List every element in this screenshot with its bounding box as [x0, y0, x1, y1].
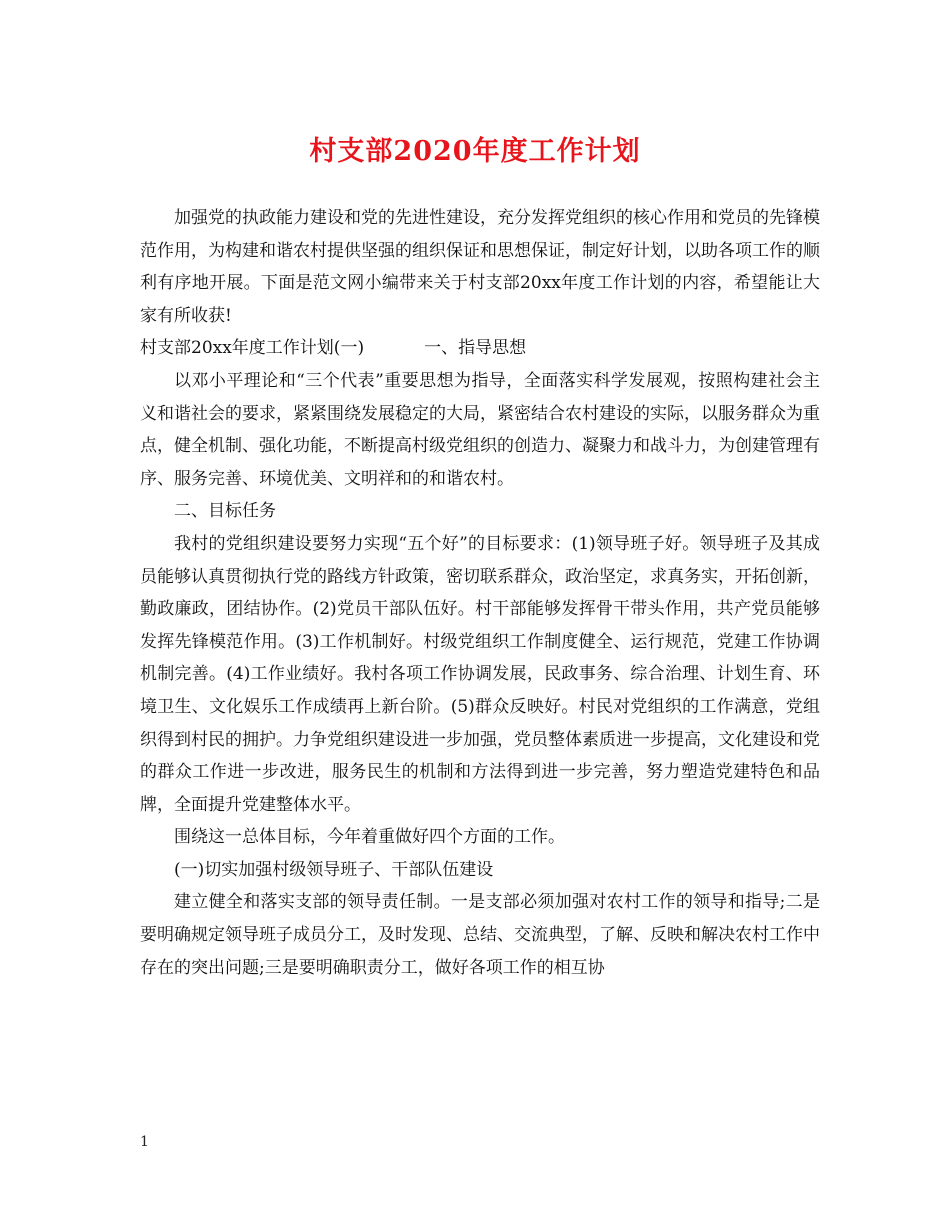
subtitle-line	[140, 332, 820, 365]
document-body	[140, 202, 820, 984]
section2-summary: 围绕这一总体目标，今年着重做好四个方面的工作。	[174, 827, 565, 848]
subsection1-paragraph: 建立健全和落实支部的领导责任制。一是支部必须加强对农村工作的领导和指导;二是要明确规定领导班子成员分工，及时发现、总结、交流典型，了解、反映和解决农村工作中存在的突出问题;三是要明确职责分工，做好各项工作的相互协	[140, 892, 820, 978]
section1-paragraph: 以邓小平理论和“三个代表”重要思想为指导，全面落实科学发展观，按照构建社会主义和谐社会的要求，紧紧围绕发展稳定的大局，紧密结合农村建设的实际，以服务群众为重点，健全机制、强化功能，不断提高村级党组织的创造力、凝聚力和战斗力，为创建管理有序、服务完善、环境优美、文明祥和的和谐农村。	[140, 370, 820, 489]
page-number: 1	[140, 1134, 149, 1150]
plan-subtitle: 村支部20xx年度工作计划(一)	[140, 338, 365, 359]
subsection1-heading: (一)切实加强村级领导班子、干部队伍建设	[174, 859, 494, 880]
section2-heading: 二、目标任务	[174, 501, 276, 522]
section2-paragraph: 我村的党组织建设要努力实现“五个好”的目标要求：(1)领导班子好。领导班子及其成员能够认真贯彻执行党的路线方针政策，密切联系群众，政治坚定，求真务实，开拓创新，勤政廉政，团结协作。(2)党员干部队伍好。村干部能够发挥骨干带头作用，共产党员能够发挥先锋模范作用。(3)工作机制好。村级党组织工作制度健全、运行规范，党建工作协调机制完善。(4)工作业绩好。我村各项工作协调发展，民政事务、综合治理、计划生育、环境卫生、文化娱乐工作成绩再上新台阶。(5)群众反映好。村民对党组织的工作满意，党组织得到村民的拥护。力争党组织建设进一步加强，党员整体素质进一步提高，文化建设和党的群众工作进一步改进，服务民生的机制和方法得到进一步完善，努力塑造党建特色和品牌，全面提升党建整体水平。	[140, 533, 820, 815]
document-title: 村支部2020年度工作计划	[309, 136, 641, 167]
intro-paragraph: 加强党的执政能力建设和党的先进性建设，充分发挥党组织的核心作用和党员的先锋模范作用，为构建和谐农村提供坚强的组织保证和思想保证，制定好计划，以助各项工作的顺利有序地开展。下面是范文网小编带来关于村支部20xx年度工作计划的内容，希望能让大家有所收获!	[140, 208, 820, 326]
section1-heading: 一、指导思想	[424, 338, 527, 359]
